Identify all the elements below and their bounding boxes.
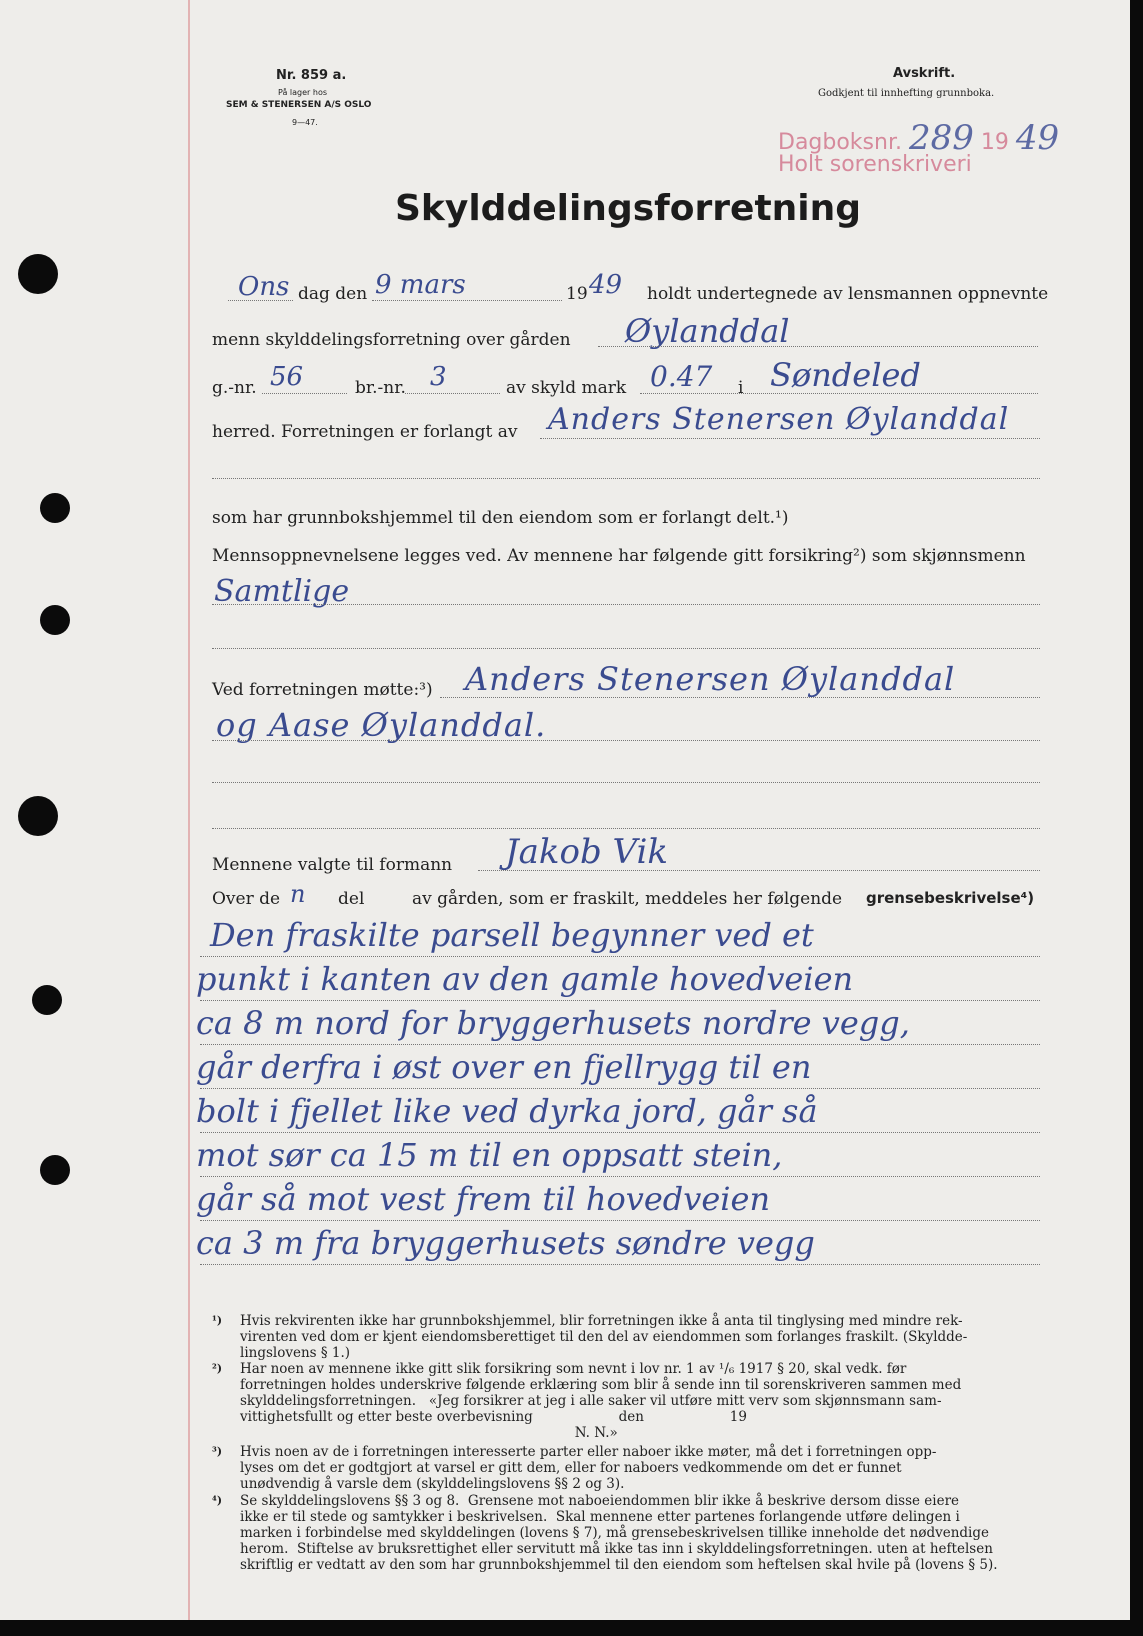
footnote-line: unødvendig å varsle dem (skylddelingslovens §§ 2 og 3).	[240, 1476, 625, 1492]
municipality: Søndeled	[770, 356, 921, 394]
field-rule	[598, 346, 1038, 347]
approval-text: Godkjent til innhefting grunnboka.	[818, 88, 995, 99]
menn-label: menn skylddelingsforretning over gården	[212, 330, 571, 350]
footnote-line: lyses om det er godtgjort at varsel er gitt dem, eller for naboers vedkommende om det er funnet	[240, 1460, 902, 1476]
gnr-value: 56	[270, 362, 304, 392]
field-rule	[200, 1220, 1040, 1221]
form-number: Nr. 859 a.	[276, 68, 347, 83]
footnote-number: ³)	[212, 1445, 223, 1458]
field-rule	[440, 697, 1040, 698]
footnote-line: vittighetsfullt og etter beste overbevisning den 19	[240, 1409, 747, 1425]
margin-rule	[188, 0, 190, 1620]
farm-name: Øylanddal	[625, 312, 790, 350]
year-printed: 19	[566, 284, 588, 304]
punch-hole	[18, 796, 58, 836]
over-del-label: del	[338, 889, 365, 909]
copy-label: Avskrift.	[893, 66, 956, 81]
footnote-line: N. N.»	[240, 1425, 618, 1441]
requester: Anders Stenersen Øylanddal	[548, 402, 1010, 437]
footnote	[212, 1313, 968, 1361]
skyld-label: av skyld mark	[506, 378, 627, 398]
field-rule	[200, 956, 1040, 957]
description-line: ca 3 m fra bryggerhusets søndre vegg	[196, 1224, 815, 1262]
skyld-value: 0.47	[650, 360, 713, 393]
weekday: Ons	[238, 272, 290, 302]
stamp-court: Holt sorenskriveri	[778, 152, 972, 177]
motte-label: Ved forretningen møtte:³)	[212, 680, 433, 700]
footnote-line: herom. Stiftelse av bruksrettighet eller servitutt må ikke tas inn i skylddelingsforretningen. uten at heftelsen	[240, 1541, 993, 1557]
field-rule	[228, 300, 293, 301]
oppnevnelse-text: Mennsoppnevnelsene legges ved. Av mennene har følgende gitt forsikring²) som skjønnsmenn	[212, 546, 1026, 566]
field-rule	[212, 648, 1040, 649]
field-rule	[212, 782, 1040, 783]
stamp-prefix: Dagboksnr.	[778, 130, 902, 155]
year-hand: 49	[589, 270, 623, 300]
field-rule	[212, 604, 1040, 605]
field-rule	[372, 300, 562, 301]
forsikring-value: Samtlige	[214, 574, 350, 609]
field-rule	[200, 1264, 1040, 1265]
stamp-number: 289	[908, 118, 974, 158]
footnote-line: marken i forbindelse med skylddelingen (lovens § 7), må grensebeskrivelsen tillike inneholde det nødvendige	[240, 1525, 989, 1541]
formann-value: Jakob Vik	[505, 832, 668, 872]
description-line: punkt i kanten av den gamle hovedveien	[196, 960, 854, 998]
field-rule	[200, 1132, 1040, 1133]
footnote-number: ¹)	[212, 1314, 223, 1327]
punch-hole	[40, 493, 70, 523]
field-rule	[212, 828, 1040, 829]
footnote-line: ikke er til stede og samtykker i beskrivelsen. Skal mennene etter partenes forlangende utføre delingen i	[240, 1509, 960, 1525]
punch-hole	[40, 605, 70, 635]
intro-text: holdt undertegnede av lensmannen oppnevnte	[647, 284, 1049, 304]
description-line: ca 8 m nord for bryggerhusets nordre vegg,	[196, 1004, 910, 1042]
footnote-line: Se skylddelingslovens §§ 3 og 8. Grensene mot naboeiendommen blir ikke å beskrive dersom disse eiere	[240, 1493, 960, 1509]
field-rule	[200, 1044, 1040, 1045]
stamp-year-prefix: 19	[980, 130, 1009, 155]
brnr-value: 3	[430, 362, 447, 392]
date-value: 9 mars	[375, 270, 466, 300]
footnote	[212, 1444, 937, 1492]
footnote-number: ⁴)	[212, 1494, 223, 1507]
field-rule	[212, 478, 1040, 479]
over-rest-label: av gården, som er fraskilt, meddeles her følgende	[412, 889, 843, 909]
printer-small: På lager hos	[278, 88, 327, 97]
description-line: mot sør ca 15 m til en oppsatt stein,	[196, 1136, 783, 1174]
formann-label: Mennene valgte til formann	[212, 855, 453, 875]
footnote-line: Hvis rekvirenten ikke har grunnbokshjemmel, blir forretningen ikke å anta til tinglysing med mindre rek-	[240, 1313, 963, 1329]
punch-hole	[18, 254, 58, 294]
footnote-line: skriftlig er vedtatt av den som har grunnbokshjemmel til den eiendom som heftelsen skal hvile på (lovens § 5).	[240, 1557, 998, 1573]
footnote	[212, 1493, 998, 1573]
over-de-n: n	[290, 880, 306, 908]
i-label: i	[738, 378, 744, 398]
footnote-number: ²)	[212, 1362, 223, 1375]
stamp-year: 49	[1015, 118, 1060, 158]
description-line: går så mot vest frem til hovedveien	[196, 1180, 771, 1218]
description-line: går derfra i øst over en fjellrygg til en	[196, 1048, 812, 1086]
field-rule	[405, 393, 500, 394]
field-rule	[200, 1000, 1040, 1001]
gnr-label: g.-nr.	[212, 378, 257, 398]
field-rule	[212, 740, 1040, 741]
document-title: Skylddelingsforretning	[395, 188, 862, 229]
field-rule	[200, 1088, 1040, 1089]
footnote-line: skylddelingsforretningen. «Jeg forsikrer at jeg i alle saker vil utføre mitt verv som skjønnsmann sam-	[240, 1393, 942, 1409]
dag-den-label: dag den	[298, 284, 368, 304]
footnote-line: forretningen holdes underskrive følgende erklæring som blir å sende inn til sorenskriveren sammen med	[240, 1377, 962, 1393]
footnote-line: Hvis noen av de i forretningen interesserte parter eller naboer ikke møter, må det i forretningen opp-	[240, 1444, 937, 1460]
hjemmel-text: som har grunnbokshjemmel til den eiendom som er forlangt delt.¹)	[212, 508, 789, 528]
punch-hole	[32, 985, 62, 1015]
herred-label: herred. Forretningen er forlangt av	[212, 422, 518, 442]
over-de-label: Over de	[212, 889, 281, 909]
footnote-line: Har noen av mennene ikke gitt slik forsikring som nevnt i lov nr. 1 av ¹/₆ 1917 § 20, skal vedk. før	[240, 1361, 907, 1377]
description-line: bolt i fjellet like ved dyrka jord, går så	[196, 1092, 818, 1130]
field-rule	[640, 393, 1038, 394]
motte-line1: Anders Stenersen Øylanddal	[465, 660, 956, 698]
field-rule	[478, 870, 1040, 871]
printer-date: 9—47.	[292, 118, 318, 127]
footnote	[212, 1361, 962, 1441]
motte-line2: og Aase Øylanddal.	[216, 706, 547, 744]
printer-name: SEM & STENERSEN A/S OSLO	[226, 100, 372, 110]
description-line: Den fraskilte parsell begynner ved et	[210, 916, 814, 954]
field-rule	[540, 438, 1040, 439]
field-rule	[262, 393, 347, 394]
footnote-line: virenten ved dom er kjent eiendomsberettiget til den del av eiendommen som forlanges fraskilt. (Skyldde-	[240, 1329, 968, 1345]
grense-label: grensebeskrivelse⁴)	[866, 889, 1035, 907]
field-rule	[200, 1176, 1040, 1177]
brnr-label: br.-nr.	[355, 378, 406, 398]
punch-hole	[40, 1155, 70, 1185]
footnote-line: lingslovens § 1.)	[240, 1345, 351, 1361]
